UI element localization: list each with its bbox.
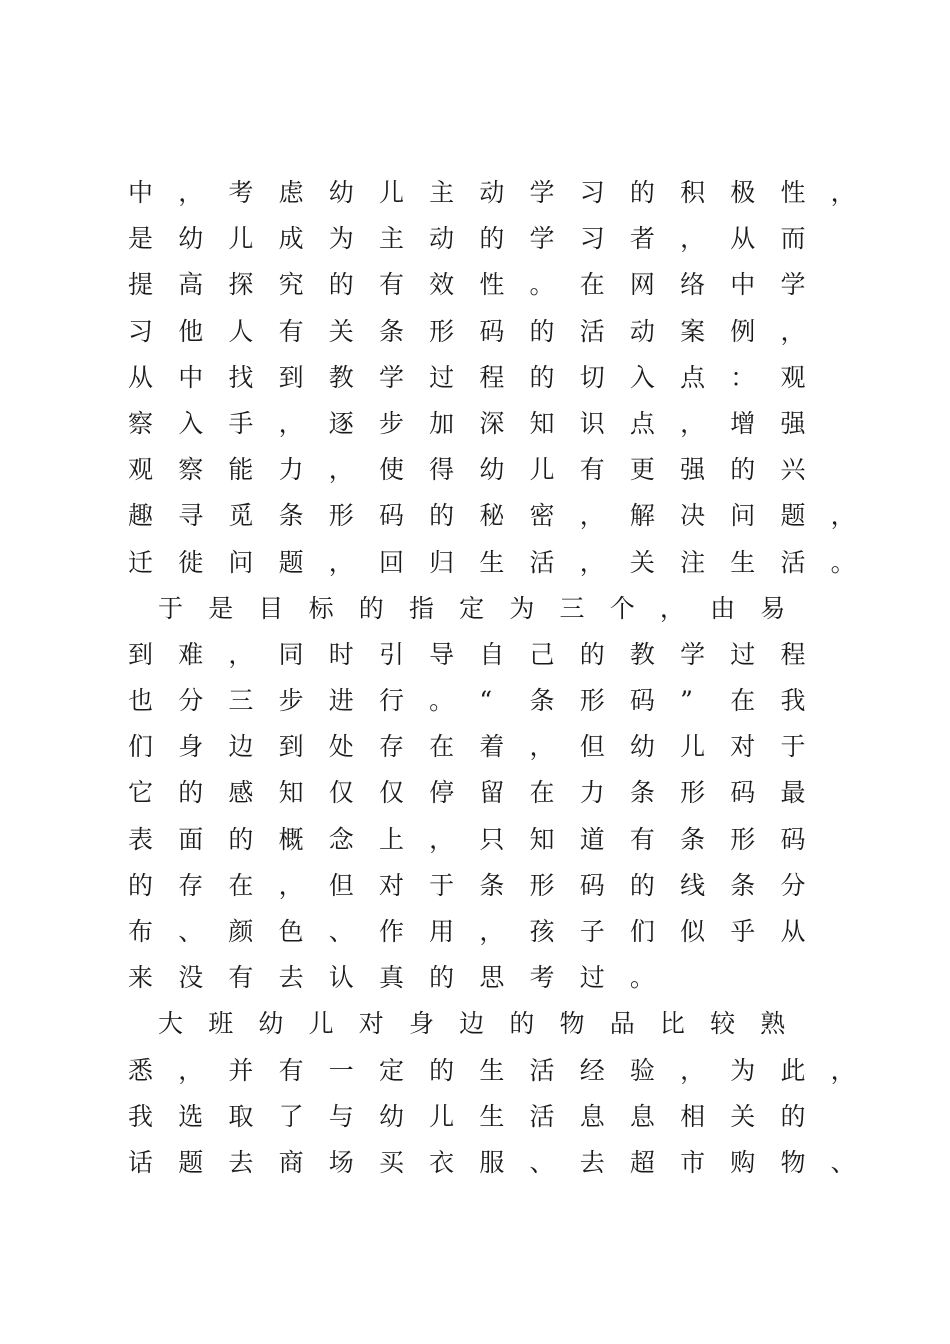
text-line: 们 身 边 到 处 存 在 着 ， 但 幼 儿 对 于 [128,732,806,762]
text-line: 提 高 探 究 的 有 效 性 。 在 网 络 中 学 [128,270,806,300]
text-line: 到 难 ， 同 时 引 导 自 己 的 教 学 过 程 [128,639,806,669]
text-line: 来 没 有 去 认 真 的 思 考 过 。 [128,963,655,993]
text-line: 大 班 幼 儿 对 身 边 的 物 品 比 较 熟 [158,1009,786,1039]
body-text [128,170,868,1186]
text-line: 表 面 的 概 念 上 ， 只 知 道 有 条 形 码 [128,824,806,854]
text-line: 中 ， 考 虑 幼 儿 主 动 学 习 的 积 极 性 ， [128,178,856,207]
text-line: 从 中 找 到 教 学 过 程 的 切 入 点 ： 观 [128,362,806,392]
text-line: 迁 徙 问 题 ， 回 归 生 活 ， 关 注 生 活 。 [128,547,856,577]
text-line: 悉 ， 并 有 一 定 的 生 活 经 验 ， 为 此 ， [128,1055,856,1085]
text-line: 是 幼 儿 成 为 主 动 的 学 习 者 ， 从 而 [128,224,806,254]
text-line: 习 他 人 有 关 条 形 码 的 活 动 案 例 ， [128,316,806,346]
text-line: 我 选 取 了 与 幼 儿 生 活 息 息 相 关 的 [128,1101,806,1131]
text-line: 布 、 颜 色 、 作 用 ， 孩 子 们 似 乎 从 [128,917,806,946]
text-line: 的 存 在 ， 但 对 于 条 形 码 的 线 条 分 [128,870,806,900]
text-line: 趣 寻 觅 条 形 码 的 秘 密 ， 解 决 问 题 ， [128,501,856,531]
text-line: 于 是 目 标 的 指 定 为 三 个 ， 由 易 [158,593,786,623]
text-line: 也 分 三 步 进 行 。 “ 条 形 码 ” 在 我 [128,686,806,716]
text-line: 观 察 能 力 ， 使 得 幼 儿 有 更 强 的 兴 [128,455,806,485]
text-line: 它 的 感 知 仅 仅 停 留 在 力 条 形 码 最 [128,778,806,808]
text-line: 察 入 手 ， 逐 步 加 深 知 识 点 ， 增 强 [128,408,806,438]
text-line: 话 题 去 商 场 买 衣 服 、 去 超 市 购 物 、 [128,1147,856,1177]
